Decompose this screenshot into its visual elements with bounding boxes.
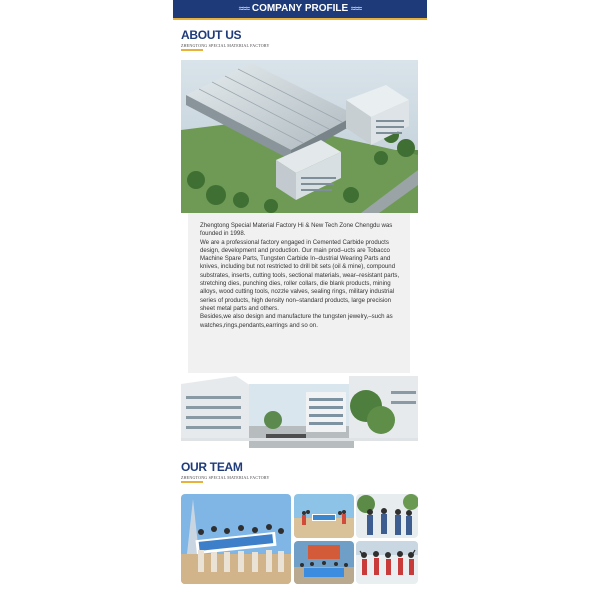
team-photo-beach: [294, 494, 354, 538]
banner-deco-left: ≈≈≈: [238, 4, 250, 13]
about-us-heading: ABOUT US: [181, 28, 242, 42]
our-team-subheading: ZHENGTONG SPECIAL MATERIAL FACTORY: [181, 475, 270, 480]
team-photo-outdoor: [356, 494, 418, 538]
about-us-subheading: ZHENGTONG SPECIAL MATERIAL FACTORY: [181, 43, 270, 48]
company-profile-page: [173, 0, 427, 600]
factory-building-photo-strip: [181, 376, 418, 448]
team-photo-group-sign: [294, 541, 354, 584]
team-photo-celebration: [356, 541, 418, 584]
description-paragraph-2: We are a professional factory engaged in Cemented Carbide products design, development and production. Our main prod–ucts are Tobacco Machine Spare Parts, Tungsten Carbide In–dustrial Wearing Parts and knives, including but not restricted to drill bit sets (oil & mine), compound substrates, inserts, cutting tools, sectional materials, wear–resistant parts, stretching dies, punching dies, roller collars, die blank products, mining alloys, wood cutting tools, nozzle valves, sealing rings, military industrial series of products, high density non–standard products, large precision sheet metal parts and others.: [200, 238, 400, 312]
team-photo-banner-group: [181, 494, 291, 584]
factory-aerial-image: [181, 60, 418, 213]
our-team-heading: OUR TEAM: [181, 460, 243, 474]
description-paragraph-3: Besides,we also design and manufacture the tungsten jewelry,–such as watches,rings,pendants,earrings and so on.: [200, 313, 393, 329]
description-paragraph-1: Zhengtong Special Material Factory Hi & New Tech Zone Chengdu was founded in 1998.: [200, 222, 393, 238]
company-profile-banner: [173, 0, 427, 18]
about-us-accent-bar: [181, 49, 203, 51]
banner-title: COMPANY PROFILE: [251, 3, 349, 14]
banner-deco-right: ≈≈≈: [350, 4, 362, 13]
our-team-accent-bar: [181, 481, 203, 483]
banner-underline: [173, 18, 427, 20]
company-description: [188, 213, 410, 373]
